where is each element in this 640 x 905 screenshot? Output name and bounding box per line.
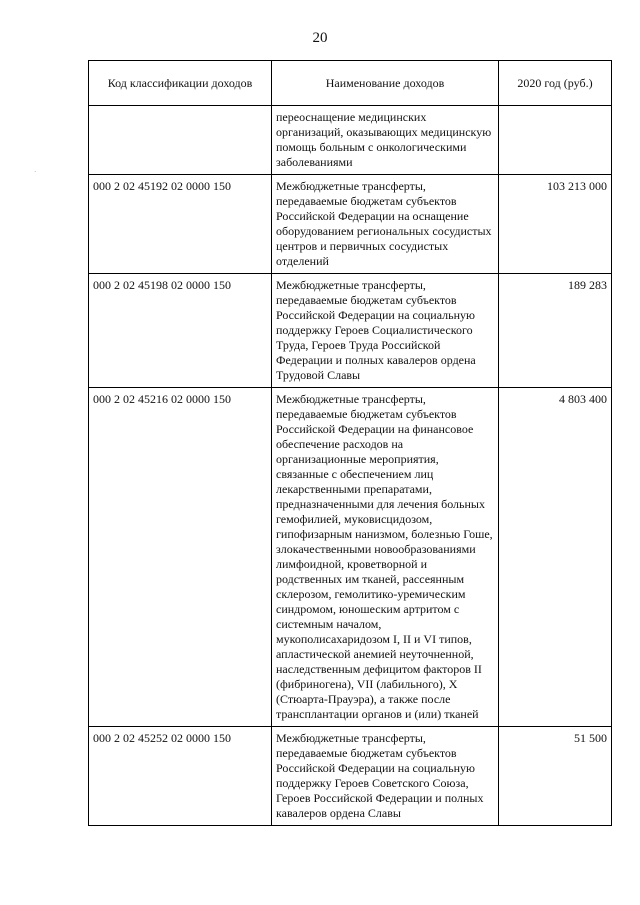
- row-code: 000 2 02 45192 02 0000 150: [89, 175, 272, 274]
- row-code: 000 2 02 45216 02 0000 150: [89, 388, 272, 727]
- row-name: Межбюджетные трансферты, передаваемые бюджетам субъектов Российской Федерации на финансовое обеспечение расходов на организационные мероприятия, связанные с обеспечением лиц лекарственными препаратами, предназначенными для лечения больных гемофилией, муковисцидозом, гипофизарным нанизмом, болезнью Гоше, злокачественными новообразованиями лимфоидной, кроветворной и родственных им тканей, рассеянным склерозом, гемолитико-уремическим синдромом, юношеским артритом с системным началом, мукополисахаридозом I, II и VI типов, апластической анемией неуточненной, наследственным дефицитом факторов II (фибриногена), VII (лабильного), X (Стюарта-Прауэра), а также после трансплантации органов и (или) тканей: [272, 388, 499, 727]
- page-number: 20: [312, 30, 328, 46]
- revenue-table: [88, 60, 612, 826]
- row-name: Межбюджетные трансферты, передаваемые бюджетам субъектов Российской Федерации на социальную поддержку Героев Социалистического Труда, Героев Труда Российской Федерации и полных кавалеров ордена Трудовой Славы: [272, 274, 499, 388]
- row-amount: [499, 106, 612, 175]
- table-header-row: [89, 61, 612, 106]
- row-name: Межбюджетные трансферты, передаваемые бюджетам субъектов Российской Федерации на социальную поддержку Героев Советского Союза, Героев Российской Федерации и полных кавалеров ордена Славы: [272, 727, 499, 826]
- header-amount: 2020 год (руб.): [499, 61, 612, 106]
- row-amount: 103 213 000: [499, 175, 612, 274]
- row-code: 000 2 02 45252 02 0000 150: [89, 727, 272, 826]
- row-code: [89, 106, 272, 175]
- row-name: Межбюджетные трансферты, передаваемые бюджетам субъектов Российской Федерации на оснащение оборудованием региональных сосудистых центров и первичных сосудистых отделений: [272, 175, 499, 274]
- row-name: переоснащение медицинских организаций, оказывающих медицинскую помощь больным с онкологическими заболеваниями: [272, 106, 499, 175]
- header-code: Код классификации доходов: [89, 61, 272, 106]
- row-amount: 189 283: [499, 274, 612, 388]
- row-amount: 4 803 400: [499, 388, 612, 727]
- table-row: [89, 106, 612, 175]
- row-amount: 51 500: [499, 727, 612, 826]
- table-row: [89, 727, 612, 826]
- margin-mark: ·: [34, 168, 37, 176]
- table-row: [89, 274, 612, 388]
- table-row: [89, 388, 612, 727]
- row-code: 000 2 02 45198 02 0000 150: [89, 274, 272, 388]
- table-row: [89, 175, 612, 274]
- header-name: Наименование доходов: [272, 61, 499, 106]
